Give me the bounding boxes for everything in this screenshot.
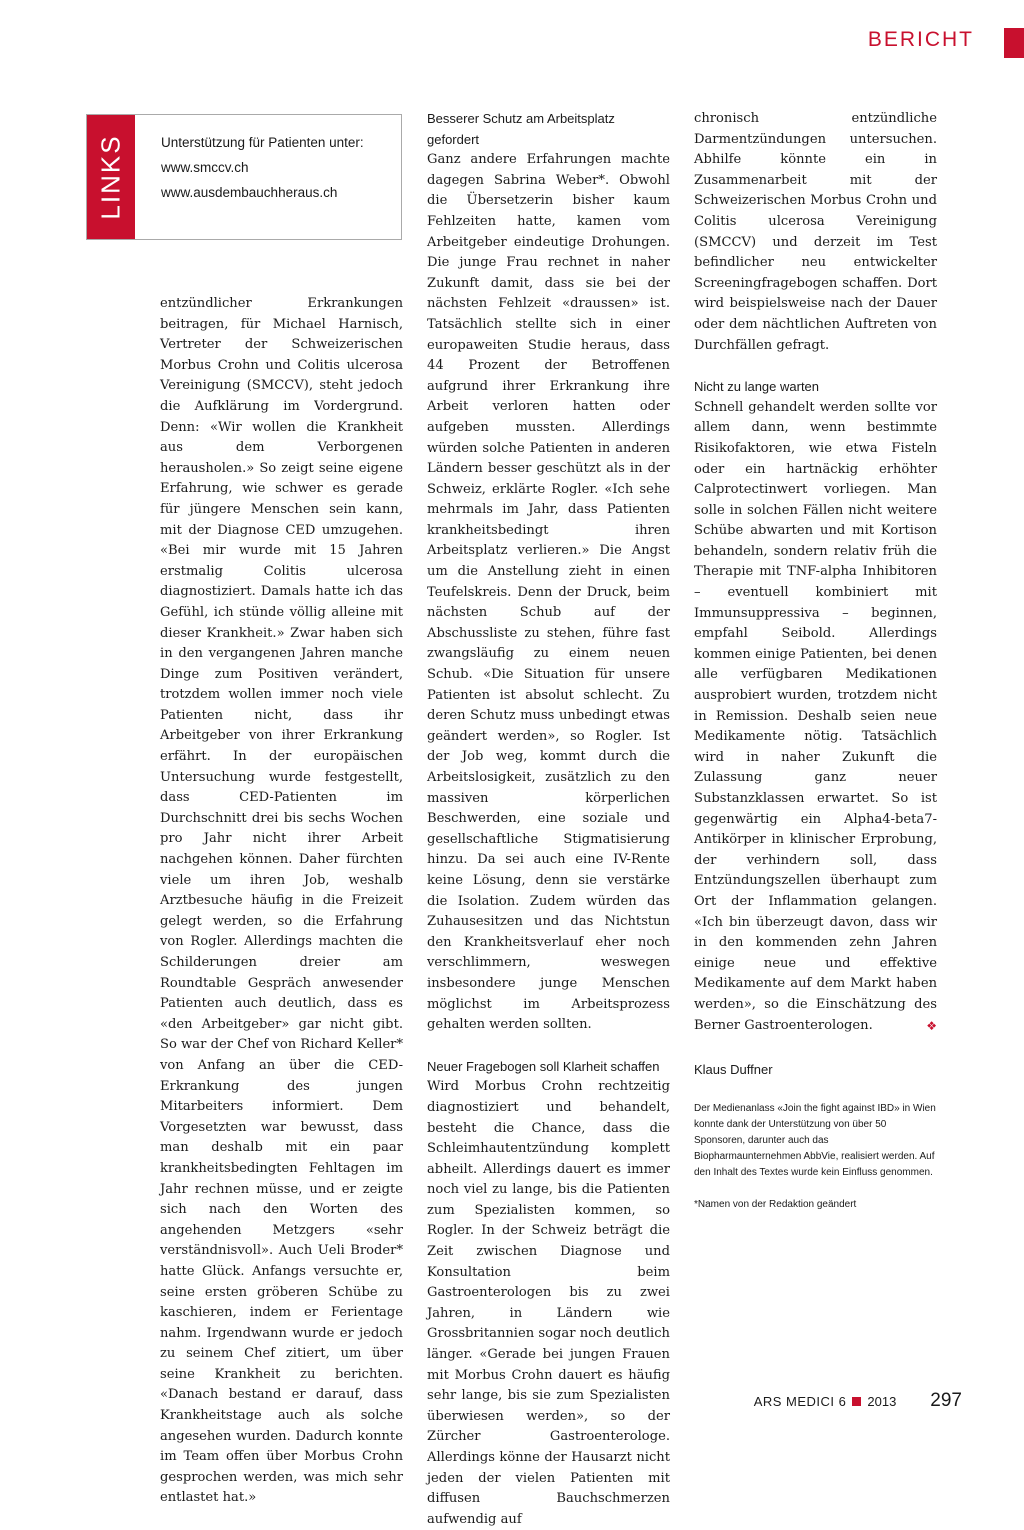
subheading-neuer-fragebogen: Neuer Fragebogen soll Klarheit schaffen — [427, 1058, 660, 1074]
page-footer — [754, 1390, 962, 1412]
end-mark-icon: ❖ — [926, 1018, 937, 1033]
col3-paragraph-2 — [694, 398, 937, 1036]
author-name: Klaus Duffner — [694, 1062, 773, 1078]
links-tab-label: LINKS — [95, 134, 126, 220]
article-column-3 — [694, 109, 937, 1213]
links-box — [86, 114, 402, 240]
col1-paragraph: entzündlicher Erkrankungen beitragen, für Michael Harnisch, Vertreter der Schweizerischen Morbus Crohn und Colitis ulcerosa Vereinigung (SMCCV), steht jedoch die Aufklärung im Vordergrund. Denn: «Wir wollen die Krankheit aus dem Verborgenen herausholen.» So zeigt seine eigene Erfahrung, wie schwer es gerade für jüngere Menschen sein kann, mit der Diagnose CED umzugehen. «Bei mir wurde mit 15 Jahren erstmalig Colitis ulcerosa diagnostiziert. Damals hatte ich das Gefühl, ich stünde völlig alleine mit dieser Krankheit.» Zwar haben sich in den vergangenen Jahren manche Dinge zum Positiven verändert, trotzdem wollen immer noch viele Patienten nicht, dass ihr Arbeitgeber von ihrer Erkrankung erfährt. In der europäischen Untersuchung wurde festgestellt, dass CED-Patienten im Durchschnitt drei bis sechs Wochen pro Jahr nicht ihrer Arbeit nachgehen können. Daher fürchten viele um ihren Job, weshalb Arztbesuche häufig in die Freizeit gelegt werden, so die Erfahrung von Rogler. Allerdings machten die Schilderungen dreier am Roundtable Gespräch anwesender Patienten auch deutlich, dass es «den Arbeitgeber» gar nicht gibt. So war der Chef von Richard Keller* von Anfang an über die CED-Erkrankung des jungen Mitarbeiters informiert. Dem Vorgesetzten war bewusst, dass man deshalb mit ein paar krankheitsbedingten Fehltagen im Jahr rechnen müsse, und er zeigte sich nach den Worten des angehenden Metzgers «sehr verständnisvoll». Auch Ueli Broder* hatte Glück. Anfangs versuchte er, seine ersten gröberen Schübe zu kaschieren, indem er Ferientage nahm. Irgendwann wurde er jedoch zu seinem Chef zitiert, um über seine Krankheit zu berichten. «Danach bestand er darauf, dass Krankheitstage auch als solche angesehen wurden. Dadurch konnte im Team offen über Morbus Crohn gesprochen werden, was mich sehr entlastet hat.» — [160, 296, 403, 1506]
links-content — [161, 134, 391, 201]
link-ausdembauchheraus[interactable]: www.ausdembauchheraus.ch — [161, 185, 338, 200]
subheading-besserer-schutz: Besserer Schutz am Arbeitsplatz gefordert — [427, 111, 615, 147]
names-note: *Namen von der Redaktion geändert — [694, 1198, 857, 1210]
subheading-nicht-zu-lange: Nicht zu lange warten — [694, 379, 820, 395]
section-marker — [1004, 28, 1024, 58]
article-column-1 — [160, 294, 403, 1509]
footer-square-icon — [852, 1397, 861, 1406]
journal-name: ARS MEDICI 6 — [753, 1393, 847, 1409]
col2-paragraph-1: Ganz andere Erfahrungen machte dagegen Sabrina Weber*. Obwohl die Übersetzerin bisher kaum Fehlzeiten hatte, kamen vom Arbeitgeber eindeutige Drohungen. Die junge Frau rechnet in naher Zukunft damit, dass sie bei der nächsten Fehlzeit «draussen» ist. Tatsächlich stellte sich in einer europaweiten Studie heraus, dass 44 Prozent der Betroffenen aufgrund ihrer Erkrankung ihre Arbeit verloren hatten oder aufgeben mussten. Allerdings würden solche Patienten in anderen Ländern besser geschützt als in der Schweiz, erklärte Rogler. «Ich sehe mehrmals im Jahr, dass Patienten krankheitsbedingt ihren Arbeitsplatz verlieren.» Die Angst um die Anstellung zieht in einen Teufelskreis. Denn der Druck, beim nächsten Schub auf der Abschussliste zu stehen, führe fast zwangsläufig zu einem neuen Schub. «Die Situation für unsere Patienten ist absolut schlecht. Zu deren Schutz muss unbedingt etwas geändert werden», so Rogler. Ist der Job weg, kommt durch die Arbeitslosigkeit, zusätzlich zu den massiven körperlichen Beschwerden, eine soziale und gesellschaftliche Stigmatisierung hinzu. Da sei auch eine IV-Rente keine Lösung, denn sie verstärke die Isolation. Zudem würden das Zuhausesitzen und das Nichtstun den Krankheitsverlauf eher noch verschlimmern, weswegen insbesondere junge Menschen möglichst im Arbeitsprozess gehalten werden sollten. — [427, 152, 670, 1033]
links-title: Unterstützung für Patienten unter: — [161, 135, 364, 150]
col3-paragraph-2-text: Schnell gehandelt werden sollte vor allem dann, wenn bestimmte Risikofaktoren, wie etwa Fisteln oder ein hartnäckig erhöhter Calprotectinwert vorliegen. Man solle in solchen Fällen nicht weitere Schübe abwarten und mit Kortison behandeln, sondern relativ früh die Therapie mit TNF-alpha Inhibitoren – eventuell kombiniert mit Immunsuppressiva – beginnen, empfahl Seibold. Allerdings kommen einige Patienten, bei denen alle verfügbaren Medikationen ausprobiert wurden, trotzdem nicht in Remission. Deshalb seien neue Medikamente nötig. Tatsächlich wird in naher Zukunft die Zulassung ganz neuer Substanzklassen erwartet. So ist gegenwärtig ein Alpha4-beta7-Antikörper in klinischer Erprobung, der verhindern soll, dass Entzündungszellen überhaupt zum Ort der Inflammation gelangen. «Ich bin überzeugt davon, dass wir in den kommenden zehn Jahren einige neue und effektive Medikamente auf dem Markt haben werden», so die Einschätzung des Berner Gastroenterologen. — [694, 399, 937, 1033]
link-smccv[interactable]: www.smccv.ch — [161, 160, 249, 175]
links-tab — [87, 115, 135, 239]
journal-year: 2013 — [867, 1393, 897, 1409]
sponsor-note: Der Medienanlass «Join the fight against IBD» in Wien konnte dank der Unterstützung von über 50 Sponsoren, darunter auch das Biopharmaunternehmen AbbVie, realisiert werden. Auf den Inhalt des Textes wurde kein Einfluss genommen. — [694, 1102, 936, 1178]
col2-paragraph-2: Wird Morbus Crohn rechtzeitig diagnostiziert und behandelt, besteht die Chance, dass die Schleimhautentzündung komplett abheilt. Allerdings dauert es immer noch viel zu lange, bis die Patienten zum Spezialisten kommen, so Rogler. In der Schweiz beträgt die Zeit zwischen Diagnose und Konsultation beim Gastroenterologen bis zu zwei Jahren, in Ländern wie Grossbritannien sogar noch deutlich länger. «Gerade bei jungen Frauen mit Morbus Crohn dauert es häufig sehr lange, bis sie zum Spezialisten überwiesen werden», so der Zürcher Gastroenterologe. Allerdings könne der Hausarzt nicht jeden der vielen Patienten mit diffusen Bauchschmerzen aufwendig auf — [427, 1079, 670, 1527]
article-column-2 — [427, 109, 670, 1530]
section-label: BERICHT — [867, 28, 974, 51]
col3-paragraph-1: chronisch entzündliche Darmentzündungen untersuchen. Abhilfe könnte ein in Zusammenarbeit mit der Schweizerischen Morbus Crohn und Colitis ulcerosa Vereinigung (SMCCV) und derzeit im Test befindlicher neu entwickelter Screeningfragebogen schaffen. Dort wird beispielsweise nach der Dauer oder dem nächtlichen Auftreten von Durchfällen gefragt. — [694, 111, 937, 353]
page-number: 297 — [930, 1390, 962, 1411]
